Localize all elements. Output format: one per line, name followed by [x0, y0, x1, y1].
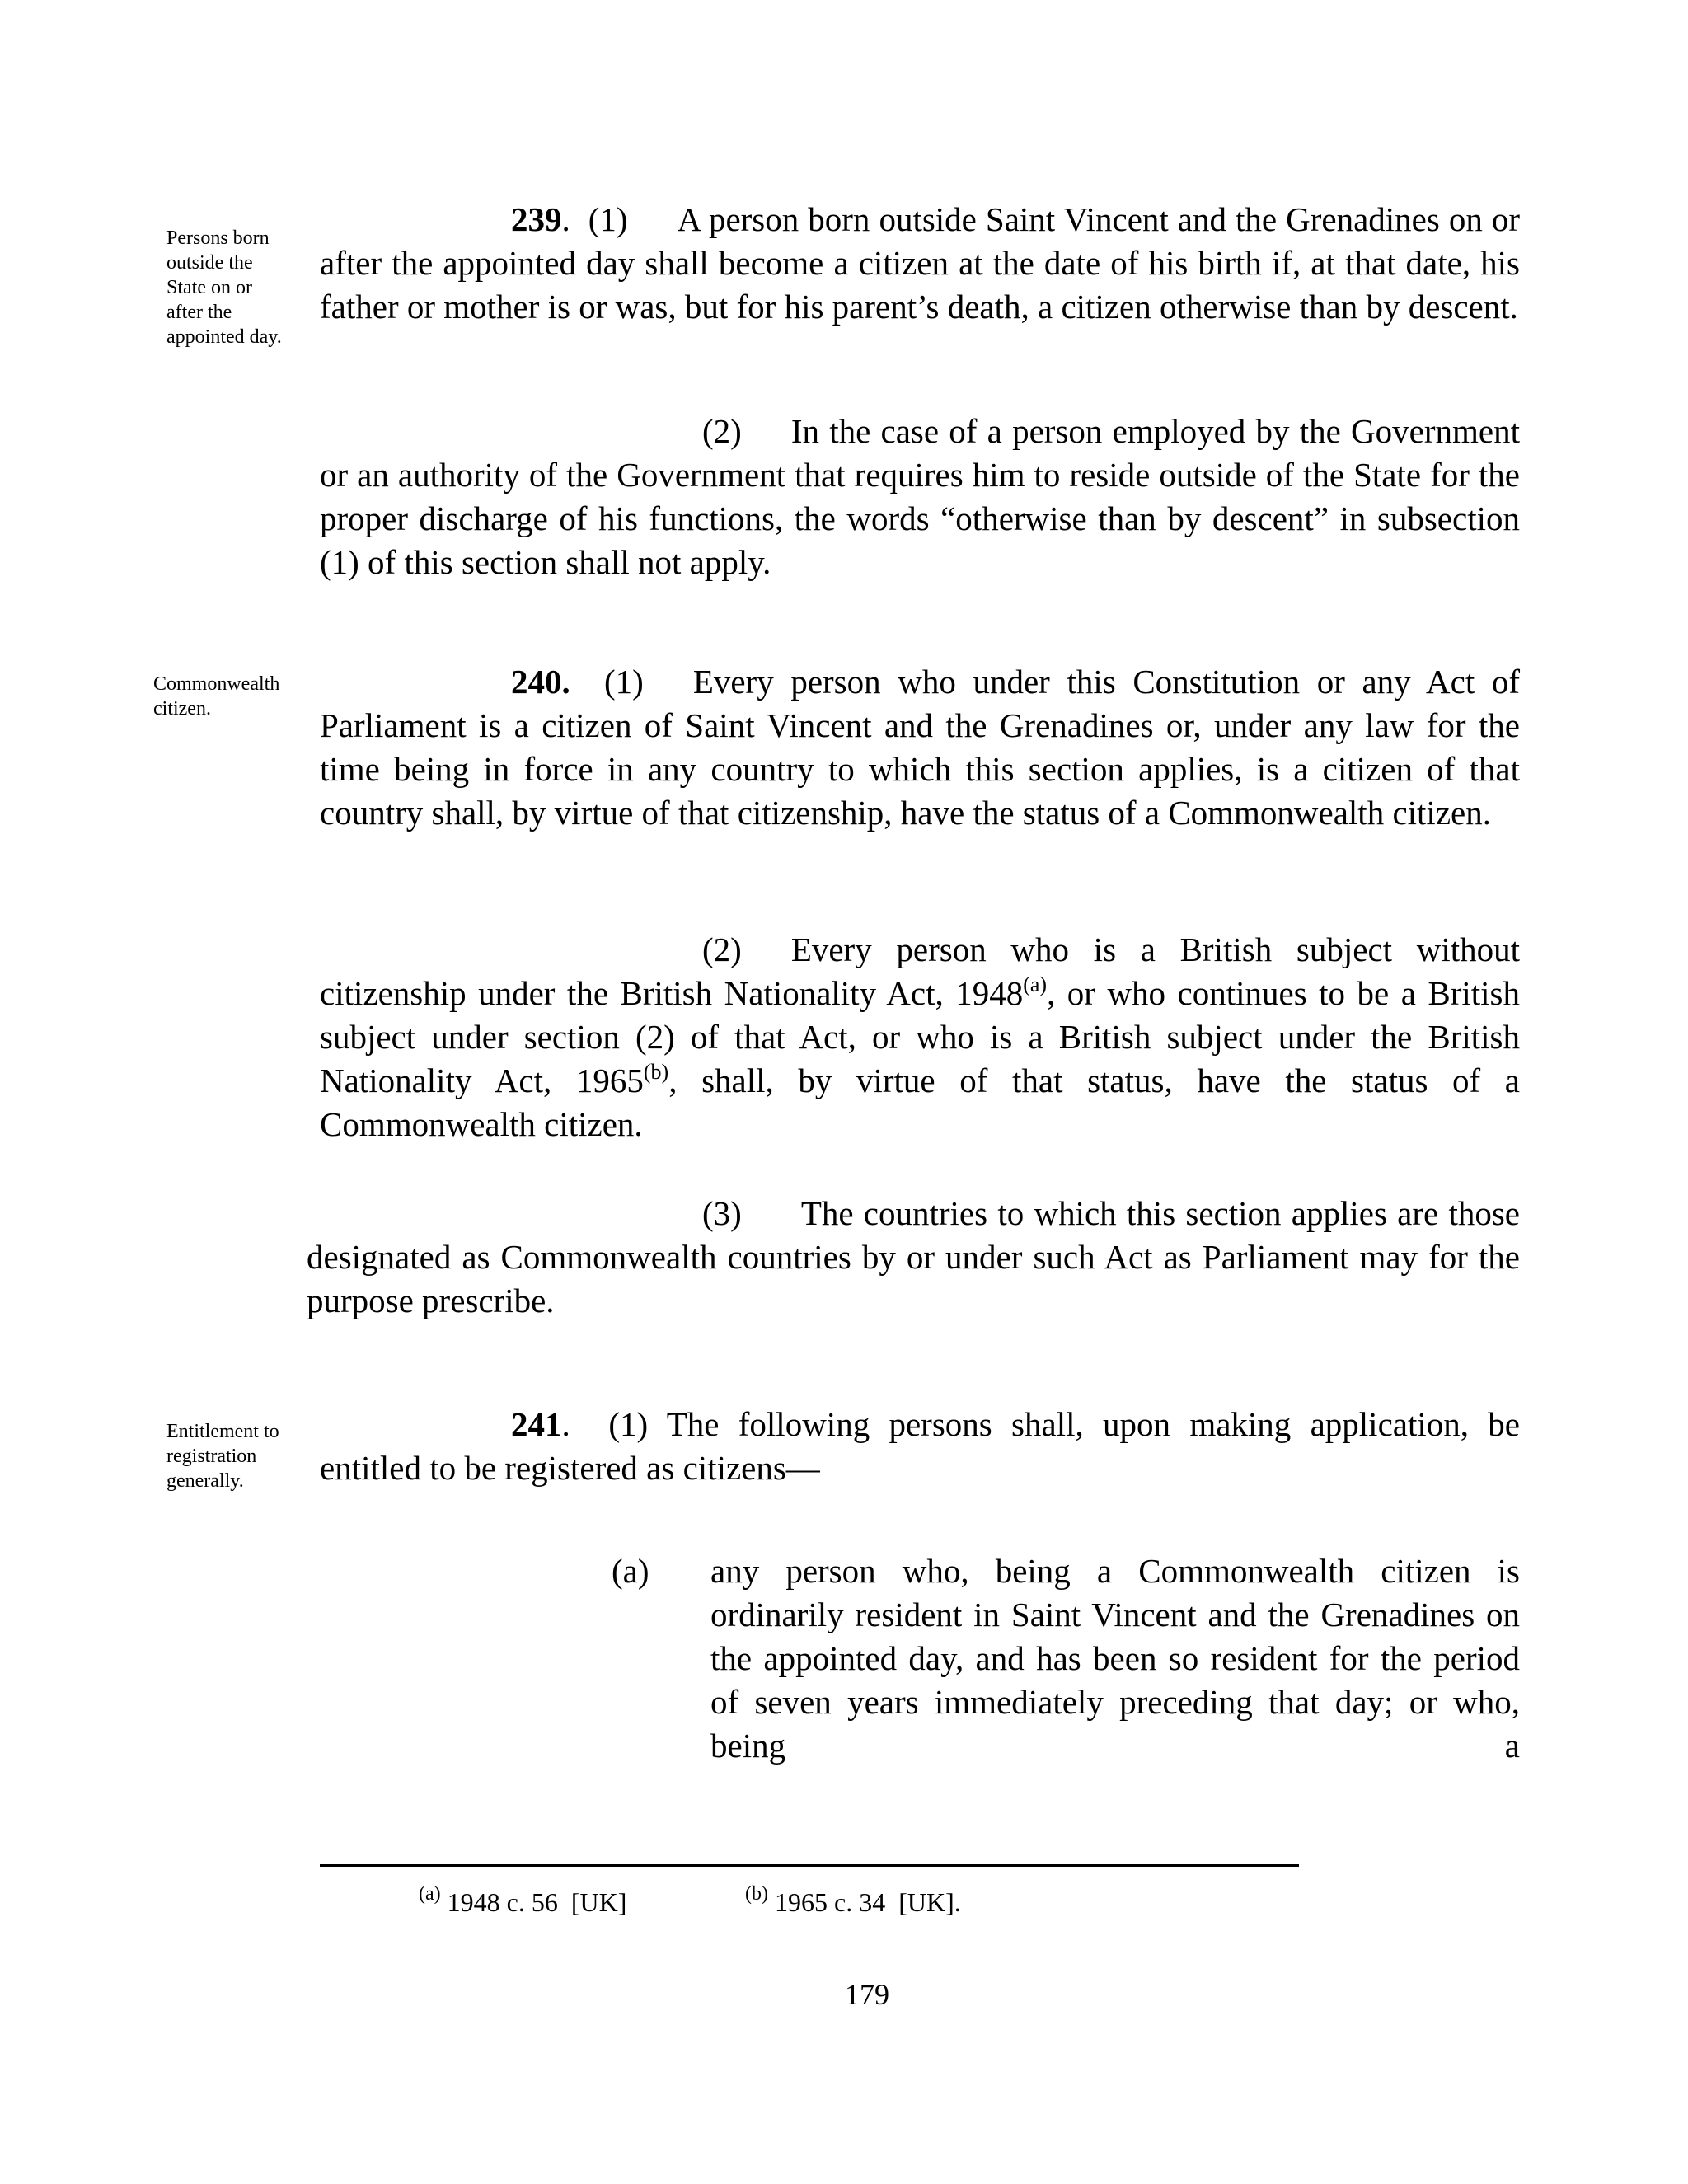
subsection-text-part1: Every person who is a British subject without citizenship under the British Nationality Act, 1948: [320, 930, 1520, 1012]
section-241-subsection-1: [320, 1403, 1520, 1490]
subsection-label: (1): [588, 200, 628, 238]
subsection-label: (2): [702, 412, 742, 450]
marginal-note-239: Persons born outside the State on or after the appointed day.: [166, 227, 282, 348]
section-239-subsection-1: [320, 198, 1520, 329]
page-number: 179: [845, 1978, 889, 2011]
footnote-text-b: 1965 c. 34 [UK].: [774, 1887, 961, 1917]
section-number-239: 239: [511, 200, 562, 238]
footnote-text-a: 1948 c. 56 [UK]: [447, 1887, 627, 1917]
subsection-text-part2: , or who continues to be a British subject under section (2) of that Act, or who is a British subject under the British Nationality Act, 1965: [320, 974, 1521, 1099]
subsection-text: Every person who under this Constitution or any Act of Parliament is a citizen of Saint Vincent and the Grenadines or, under any law for the time being in force in any country to which this section applies, is a citizen of that country shall, by virtue of that citizenship, have the status of a Commonwealth citizen.: [320, 663, 1520, 832]
item-label-a: (a): [612, 1552, 649, 1590]
footnote-b: [745, 1883, 961, 1919]
section-240-subsection-2: [320, 928, 1520, 1146]
item-text-a: any person who, being a Commonwealth citizen is ordinarily resident in Saint Vincent and the Grenadines on the appointed day, and has been so resident for the period of seven years immediately preceding that day; or who, being a: [710, 1552, 1520, 1765]
section-240-subsection-3: [307, 1192, 1520, 1323]
subsection-text: A person born outside Saint Vincent and the Grenadines on or after the appointed day shall become a citizen at the date of his birth if, at that date, his father or mother is or was, but for his parent’s death, a citizen otherwise than by descent.: [320, 200, 1520, 326]
section-240-subsection-1: [320, 660, 1520, 835]
section-number-suffix: .: [561, 200, 570, 238]
subsection-label: (1): [608, 1405, 649, 1443]
subsection-text: The following persons shall, upon making application, be entitled to be registered as citizens—: [320, 1405, 1520, 1487]
footnote-ref-a: (a): [1023, 972, 1048, 996]
subsection-label: (1): [604, 663, 644, 701]
section-239-subsection-2: [320, 410, 1520, 584]
footnote-mark-b: (b): [745, 1883, 768, 1905]
subsection-label: (3): [702, 1194, 742, 1232]
footnote-divider: [320, 1864, 1299, 1867]
subsection-text: In the case of a person employed by the Government or an authority of the Government that requires him to reside outside of the State for the proper discharge of his functions, the words “otherwise than by descent” in subsection (1) of this section shall not apply.: [320, 412, 1520, 581]
subsection-label: (2): [702, 930, 742, 968]
marginal-note-240: Commonwealth citizen.: [153, 673, 280, 719]
section-number-241: 241: [511, 1405, 562, 1443]
footnote-mark-a: (a): [419, 1883, 441, 1905]
footnote-a: [419, 1883, 627, 1919]
footnote-ref-b: (b): [643, 1060, 669, 1084]
section-number-240: 240.: [511, 663, 570, 701]
marginal-note-241: Entitlement to registration generally.: [166, 1421, 279, 1492]
subsection-text: The countries to which this section applies are those designated as Commonwealth countries by or under such Act as Parliament may for the purpose prescribe.: [307, 1194, 1520, 1319]
section-number-suffix: .: [561, 1405, 570, 1443]
subsection-text-part3: , shall, by virtue of that status, have the status of a Commonwealth citizen.: [320, 1062, 1520, 1143]
